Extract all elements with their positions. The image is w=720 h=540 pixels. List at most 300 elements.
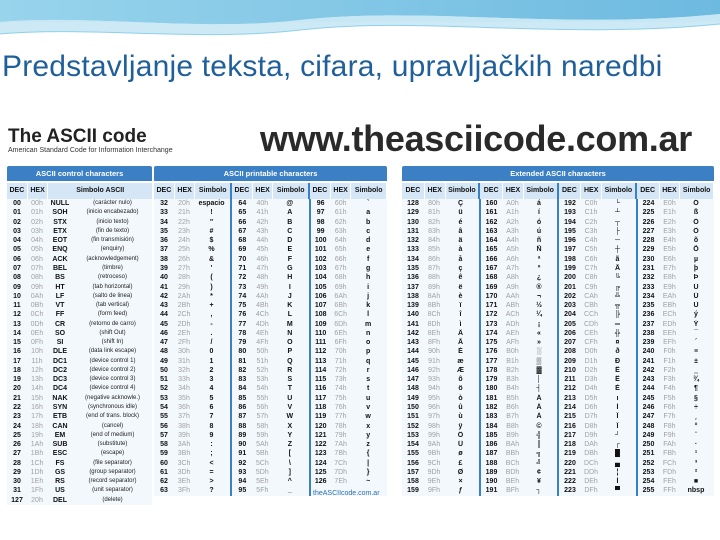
dec-cell: 240 xyxy=(642,348,655,356)
hex-cell: 64h xyxy=(334,237,347,245)
symbol-cell: ç xyxy=(458,264,463,272)
symbol-cell: I xyxy=(288,283,291,291)
description-cell: (tab vertical) xyxy=(95,302,129,309)
dec-cell: 106 xyxy=(314,292,327,300)
table-row xyxy=(311,394,387,403)
table-row xyxy=(311,218,387,227)
table-row xyxy=(311,458,387,467)
table-row xyxy=(154,366,230,375)
dec-cell: 105 xyxy=(314,283,327,291)
table-row xyxy=(402,329,479,338)
table-row xyxy=(559,394,636,403)
dec-cell: 143 xyxy=(407,339,419,347)
hex-cell: BCh xyxy=(505,459,520,467)
dec-cell: 72 xyxy=(238,274,247,282)
table-row xyxy=(638,431,715,440)
dec-cell: 164 xyxy=(485,237,498,245)
description-cell: (device control 3) xyxy=(89,376,136,383)
description-cell: (shift Out) xyxy=(99,329,126,336)
hex-cell: 4Ch xyxy=(255,311,269,319)
dec-cell: 80 xyxy=(238,348,247,356)
hex-cell: D4h xyxy=(584,385,598,393)
dec-cell: 93 xyxy=(238,468,247,476)
table-row xyxy=(311,208,387,217)
symbol-cell: ┘ xyxy=(615,431,620,439)
dec-cell: 213 xyxy=(564,394,576,402)
hex-cell: B3h xyxy=(506,376,519,384)
symbol-cell: ] xyxy=(288,468,291,476)
dec-cell: 131 xyxy=(407,227,419,235)
dec-cell: 51 xyxy=(160,376,168,384)
hex-cell: FDh xyxy=(662,468,677,476)
dec-cell: 39 xyxy=(160,264,168,272)
symbol-cell: CAN xyxy=(52,422,68,430)
dec-cell: 175 xyxy=(485,339,498,347)
table-row xyxy=(402,384,479,393)
hex-cell: 3Dh xyxy=(177,468,191,476)
table-row xyxy=(7,208,152,217)
dec-cell: 238 xyxy=(642,329,655,337)
hex-cell: E4h xyxy=(663,237,676,245)
symbol-cell: ╗ xyxy=(536,450,542,458)
symbol-cell: Ó xyxy=(693,200,699,208)
dec-cell: 22 xyxy=(13,403,21,411)
hex-cell: 15h xyxy=(31,394,43,402)
hex-cell: 70h xyxy=(334,348,347,356)
dec-cell: 103 xyxy=(314,264,327,272)
symbol-cell: T xyxy=(287,385,292,393)
table-row xyxy=(481,319,558,328)
table-row xyxy=(232,366,308,375)
symbol-cell: 3 xyxy=(209,376,214,384)
symbol-cell: , xyxy=(210,311,213,319)
hex-cell: EAh xyxy=(662,292,677,300)
dec-cell: 05 xyxy=(13,246,21,254)
hex-cell: B6h xyxy=(506,403,519,411)
dec-cell: 167 xyxy=(485,264,498,272)
dec-cell: 68 xyxy=(238,237,247,245)
dec-cell: 180 xyxy=(485,385,498,393)
symbol-cell: R xyxy=(287,366,293,374)
hex-cell: A1h xyxy=(506,209,519,217)
table-row xyxy=(232,292,308,301)
dec-cell: 73 xyxy=(238,283,247,291)
dec-cell: 71 xyxy=(238,264,247,272)
symbol-cell: © xyxy=(536,422,542,430)
hex-cell: E0h xyxy=(663,200,676,208)
symbol-cell: ENQ xyxy=(52,246,68,254)
hex-cell: 8Fh xyxy=(427,339,441,347)
table-row xyxy=(311,338,387,347)
col-header: Simbolo xyxy=(602,183,637,199)
table-row xyxy=(232,449,308,458)
dec-cell: 204 xyxy=(564,311,576,319)
table-row xyxy=(638,227,715,236)
dec-cell: 75 xyxy=(238,302,247,310)
hex-cell: 50h xyxy=(256,348,269,356)
hex-cell: 0Bh xyxy=(30,302,44,310)
symbol-cell: ¦ xyxy=(616,468,619,476)
table-row xyxy=(311,329,387,338)
dec-cell: 133 xyxy=(407,246,419,254)
symbol-cell: VT xyxy=(55,302,65,310)
hex-cell: 6Ah xyxy=(334,292,347,300)
hex-cell: A5h xyxy=(506,246,519,254)
table-row xyxy=(232,310,308,319)
dec-cell: 67 xyxy=(238,227,247,235)
hex-cell: C1h xyxy=(584,209,598,217)
hex-cell: 24h xyxy=(178,237,190,245)
symbol-cell: Z xyxy=(287,441,292,449)
dec-cell: 147 xyxy=(407,376,419,384)
column-headers xyxy=(154,183,387,199)
dec-cell: 09 xyxy=(13,283,21,291)
hex-cell: F0h xyxy=(663,348,676,356)
dec-cell: 232 xyxy=(642,274,655,282)
table-row xyxy=(481,357,558,366)
dec-cell: 111 xyxy=(315,339,327,347)
table-row xyxy=(232,319,308,328)
hex-cell: E6h xyxy=(663,255,676,263)
dec-cell: 57 xyxy=(160,431,168,439)
hex-cell: 44h xyxy=(256,237,269,245)
table-row xyxy=(402,301,479,310)
symbol-cell: b xyxy=(366,218,371,226)
symbol-cell: ò xyxy=(458,394,463,402)
description-cell: (acknowledgement) xyxy=(86,255,139,262)
table-row xyxy=(481,384,558,393)
dec-cell: 155 xyxy=(407,450,419,458)
symbol-cell: â xyxy=(458,227,463,235)
symbol-cell: ó xyxy=(536,218,542,226)
symbol-cell: A xyxy=(287,209,293,217)
symbol-cell: õ xyxy=(693,237,699,245)
dec-cell: 153 xyxy=(407,431,419,439)
table-row xyxy=(481,199,558,208)
symbol-cell: À xyxy=(536,413,542,421)
dec-cell: 123 xyxy=(314,450,327,458)
hex-cell: A3h xyxy=(506,227,519,235)
control-characters-table xyxy=(7,166,152,505)
symbol-cell: ETB xyxy=(53,413,67,421)
description-cell: (negative acknowle.) xyxy=(84,394,141,401)
symbol-cell: GS xyxy=(54,468,66,476)
dec-cell: 55 xyxy=(160,413,168,421)
table-row xyxy=(559,366,636,375)
symbol-cell: Ç xyxy=(457,200,464,208)
hex-cell: 20h xyxy=(178,200,190,208)
symbol-cell: K xyxy=(287,302,293,310)
table-row xyxy=(7,264,152,273)
symbol-cell: e xyxy=(366,246,371,254)
table-row xyxy=(402,338,479,347)
hex-cell: 03h xyxy=(31,227,43,235)
table-row xyxy=(559,347,636,356)
symbol-cell: ‗ xyxy=(694,366,698,374)
hex-cell: 3Fh xyxy=(177,487,191,495)
symbol-cell: + xyxy=(209,302,214,310)
symbol-cell: ý xyxy=(694,311,698,319)
table-row xyxy=(559,458,636,467)
description-cell: (timbre) xyxy=(102,264,123,271)
hex-cell: EEh xyxy=(662,329,677,337)
table-row xyxy=(638,208,715,217)
description-cell: (unit separator) xyxy=(92,487,133,494)
symbol-cell: ' xyxy=(210,264,213,272)
dec-cell: 217 xyxy=(564,431,576,439)
hex-cell: FCh xyxy=(662,459,677,467)
dec-cell: 78 xyxy=(238,329,247,337)
symbol-cell: ( xyxy=(210,274,213,282)
table-row xyxy=(232,384,308,393)
col-dec: DEC xyxy=(7,183,28,199)
table-row xyxy=(638,347,715,356)
dec-cell: 168 xyxy=(485,274,498,282)
hex-cell: 32h xyxy=(178,366,190,374)
symbol-cell: Å xyxy=(457,339,464,347)
description-cell: (delete) xyxy=(102,496,123,503)
hex-cell: 61h xyxy=(334,209,347,217)
symbol-cell: ² xyxy=(694,468,698,476)
table-row xyxy=(402,357,479,366)
symbol-cell: Ð xyxy=(614,357,621,365)
symbol-cell: ¼ xyxy=(536,311,542,319)
dec-cell: 242 xyxy=(642,366,655,374)
hex-cell: 98h xyxy=(428,422,440,430)
symbol-cell: _ xyxy=(287,487,292,495)
hex-cell: BAh xyxy=(505,441,520,449)
dec-cell: 188 xyxy=(485,459,498,467)
symbol-cell: Ñ xyxy=(536,246,542,254)
table-row xyxy=(559,208,636,217)
hex-cell: A8h xyxy=(506,274,519,282)
description-cell: (device control 1) xyxy=(89,357,136,364)
hex-cell: 46h xyxy=(256,255,269,263)
table-row xyxy=(638,310,715,319)
dec-cell: 52 xyxy=(160,385,168,393)
symbol-cell: Ã xyxy=(614,264,621,272)
hex-cell: 9Ch xyxy=(427,459,441,467)
symbol-cell: Q xyxy=(287,357,293,365)
symbol-cell: s xyxy=(366,376,371,384)
symbol-cell: O xyxy=(287,339,293,347)
table-row xyxy=(7,431,152,440)
hex-cell: 8Ah xyxy=(427,292,441,300)
symbol-cell: ¤ xyxy=(615,339,620,347)
table-row xyxy=(154,227,230,236)
table-row xyxy=(638,329,715,338)
table-row xyxy=(638,366,715,375)
description-cell: (device control 2) xyxy=(89,366,136,373)
dec-cell: 185 xyxy=(485,431,498,439)
dec-cell: 199 xyxy=(564,264,576,272)
table-row xyxy=(232,218,308,227)
dec-cell: 210 xyxy=(564,366,576,374)
dec-cell: 203 xyxy=(564,302,576,310)
table-row xyxy=(154,218,230,227)
dec-cell: 165 xyxy=(485,246,498,254)
symbol-cell: à xyxy=(458,246,463,254)
hex-cell: 48h xyxy=(256,274,269,282)
symbol-cell: Ø xyxy=(457,468,464,476)
printable-characters-table xyxy=(154,166,387,496)
dec-cell: 30 xyxy=(13,478,21,486)
symbol-cell: å xyxy=(458,255,463,263)
dec-cell: 246 xyxy=(642,403,655,411)
dec-cell: 61 xyxy=(160,468,168,476)
symbol-cell: z xyxy=(366,441,370,449)
symbol-cell: P xyxy=(287,348,293,356)
symbol-cell: Û xyxy=(693,292,699,300)
hex-cell: D2h xyxy=(584,366,598,374)
symbol-cell: ╩ xyxy=(615,292,620,300)
dec-cell: 116 xyxy=(315,385,327,393)
table-row xyxy=(7,319,152,328)
group-title: ASCII control characters xyxy=(7,166,152,181)
symbol-cell: d xyxy=(366,237,371,245)
dec-cell: 34 xyxy=(160,218,168,226)
dec-cell: 173 xyxy=(485,320,498,328)
hex-cell: 1Ah xyxy=(30,441,44,449)
table-row xyxy=(402,245,479,254)
col-header: DEC xyxy=(310,183,331,199)
table-row xyxy=(7,477,152,486)
dec-cell: 98 xyxy=(316,218,325,226)
table-row xyxy=(232,236,308,245)
dec-cell: 102 xyxy=(314,255,327,263)
table-row xyxy=(311,292,387,301)
dec-cell: 104 xyxy=(314,274,327,282)
dec-cell: 156 xyxy=(407,459,419,467)
dec-cell: 107 xyxy=(314,302,327,310)
table-row xyxy=(7,218,152,227)
table-row xyxy=(7,412,152,421)
dec-cell: 251 xyxy=(642,450,655,458)
table-row xyxy=(638,245,715,254)
col-header: DEC xyxy=(402,183,425,199)
hex-cell: 86h xyxy=(428,255,440,263)
table-row xyxy=(559,384,636,393)
hex-cell: 34h xyxy=(178,385,190,393)
dec-cell: 144 xyxy=(407,348,419,356)
symbol-cell: ü xyxy=(458,209,463,217)
table-row xyxy=(311,477,387,486)
symbol-cell: │ xyxy=(536,376,542,384)
dec-cell: 220 xyxy=(564,459,576,467)
description-cell: (inicio encabezado) xyxy=(86,209,139,216)
table-row xyxy=(7,329,152,338)
symbol-cell: ½ xyxy=(536,302,542,310)
dec-cell: 241 xyxy=(642,357,655,365)
table-row xyxy=(559,375,636,384)
dec-cell: 109 xyxy=(314,320,327,328)
table-row xyxy=(154,431,230,440)
hex-cell: 75h xyxy=(334,394,347,402)
hex-cell: 6Fh xyxy=(334,339,347,347)
symbol-cell: C xyxy=(287,227,293,235)
symbol-cell: H xyxy=(287,274,293,282)
table-row xyxy=(559,227,636,236)
hex-cell: 17h xyxy=(31,413,43,421)
hex-cell: 10h xyxy=(31,348,43,356)
table-row xyxy=(402,458,479,467)
table-row xyxy=(7,440,152,449)
hex-cell: 06h xyxy=(31,255,43,263)
dec-cell: 145 xyxy=(407,357,419,365)
symbol-cell: ≡ xyxy=(693,348,699,356)
hex-cell: AAh xyxy=(505,292,520,300)
dec-cell: 222 xyxy=(564,478,576,486)
hex-cell: 29h xyxy=(178,283,190,291)
hex-cell: D7h xyxy=(584,413,598,421)
dec-cell: 06 xyxy=(13,255,21,263)
dec-cell: 239 xyxy=(642,339,655,347)
dec-cell: 197 xyxy=(564,246,576,254)
hex-cell: 37h xyxy=(178,413,190,421)
symbol-cell: ~ xyxy=(366,478,371,486)
table-row xyxy=(7,468,152,477)
table-row xyxy=(638,421,715,430)
dec-cell: 89 xyxy=(238,431,247,439)
symbol-cell: ì xyxy=(459,320,462,328)
hex-cell: 08h xyxy=(31,274,43,282)
symbol-cell: ┼ xyxy=(615,246,620,254)
dec-cell: 124 xyxy=(314,459,327,467)
symbol-cell: BS xyxy=(55,274,65,282)
symbol-cell: ░ xyxy=(536,348,542,356)
dec-cell: 140 xyxy=(407,311,419,319)
symbol-cell: U xyxy=(287,394,293,402)
hex-cell: 38h xyxy=(178,422,190,430)
symbol-cell: ä xyxy=(458,237,463,245)
hex-cell: CCh xyxy=(583,311,598,319)
col-header: Simbolo xyxy=(351,183,387,199)
dec-cell: 235 xyxy=(642,302,655,310)
site-url: www.theasciicode.com.ar xyxy=(260,118,692,159)
table-row xyxy=(559,273,636,282)
symbol-cell: ù xyxy=(458,413,463,421)
hex-cell: 55h xyxy=(256,394,269,402)
column-headers xyxy=(7,183,152,199)
table-row xyxy=(7,347,152,356)
dec-cell: 171 xyxy=(485,302,498,310)
dec-cell: 218 xyxy=(564,441,576,449)
symbol-cell: i xyxy=(367,283,370,291)
hex-cell: E2h xyxy=(663,218,676,226)
table-row xyxy=(559,301,636,310)
dec-cell: 129 xyxy=(407,209,419,217)
dec-cell: 53 xyxy=(160,394,168,402)
symbol-cell: ¡ xyxy=(537,320,541,328)
table-row xyxy=(311,403,387,412)
table-row xyxy=(7,310,152,319)
table-row xyxy=(311,357,387,366)
symbol-cell: é xyxy=(458,218,463,226)
group-title: ASCII printable characters xyxy=(154,166,387,181)
dec-cell: 20 xyxy=(13,385,21,393)
hex-cell: 96h xyxy=(428,403,440,411)
hex-cell: 7Ch xyxy=(334,459,348,467)
dec-cell: 21 xyxy=(13,394,21,402)
hex-cell: EDh xyxy=(662,320,677,328)
symbol-cell: ╦ xyxy=(615,302,620,310)
col-header: Simbolo xyxy=(195,183,232,199)
symbol-cell: ¿ xyxy=(536,274,542,282)
symbol-cell: / xyxy=(210,339,213,347)
symbol-cell: DEL xyxy=(53,496,67,504)
description-cell: (end of trans. block) xyxy=(85,413,140,420)
hex-cell: 53h xyxy=(256,376,269,384)
